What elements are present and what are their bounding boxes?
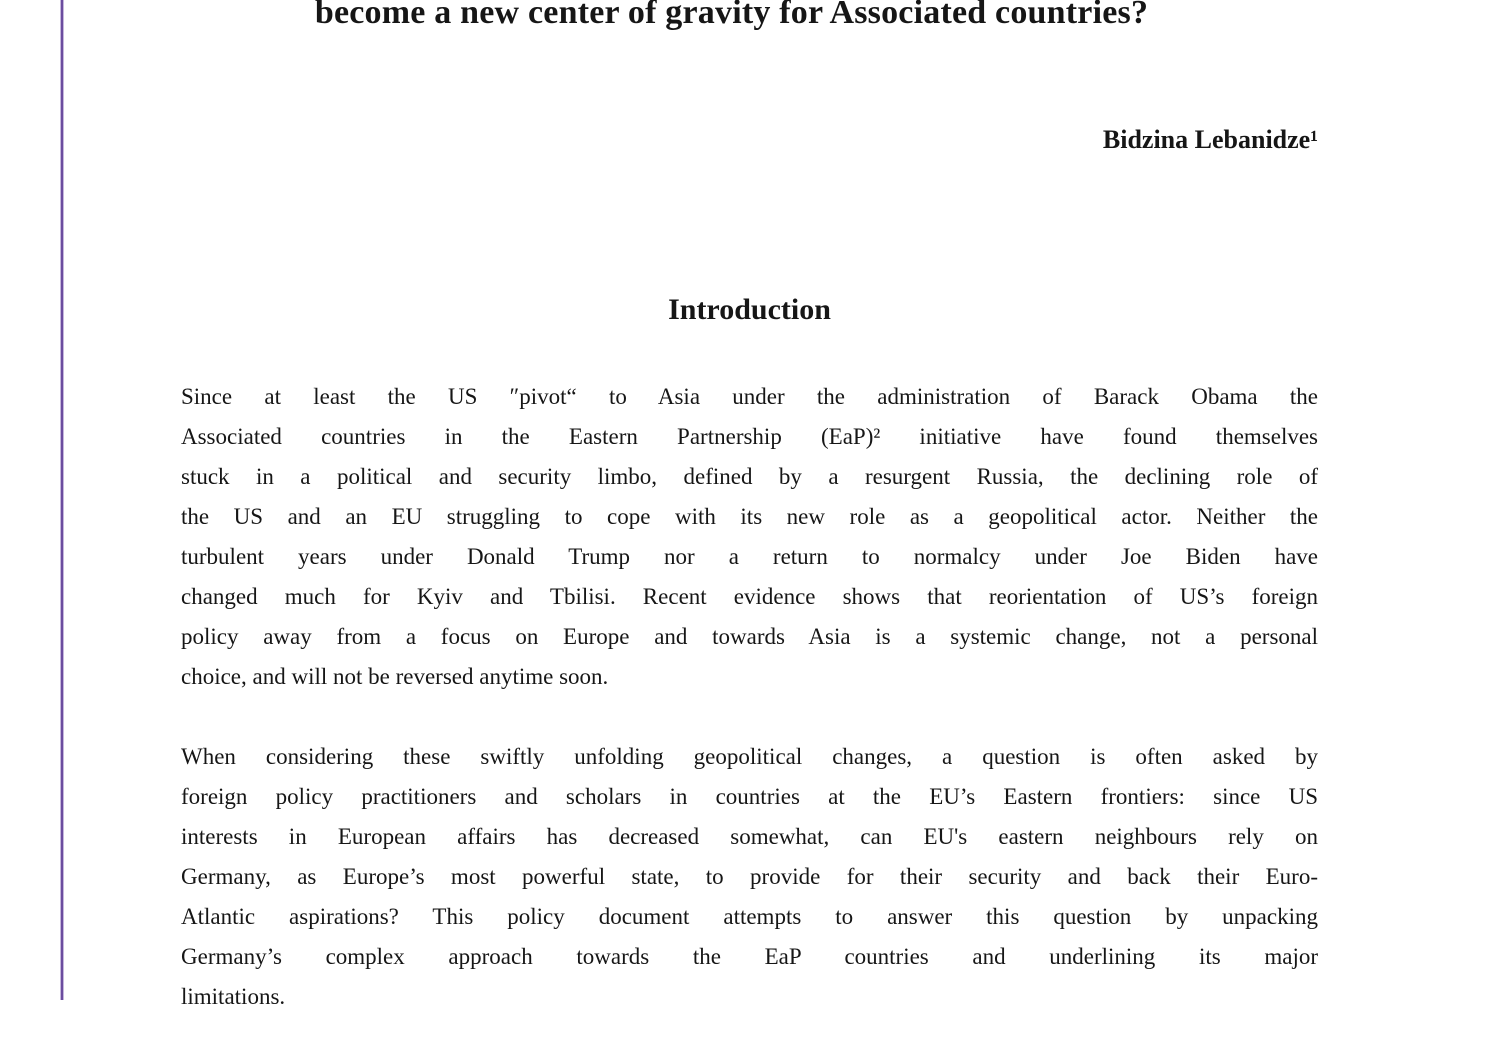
document-content xyxy=(181,0,1318,1009)
author-byline: Bidzina Lebanidze¹ xyxy=(1102,125,1318,154)
paragraph xyxy=(181,377,1318,697)
text-line: choice, and will not be reversed anytime soon. xyxy=(181,664,609,689)
text-line: Since at least the US ″pivot“ to Asia under the administration of Barack Obama the xyxy=(181,384,1318,409)
text-line: Germany’s complex approach towards the EaP countries and underlining its major xyxy=(181,944,1318,969)
document-title: become a new center of gravity for Associated countries? xyxy=(314,0,1149,31)
text-line: When considering these swiftly unfolding geopolitical changes, a question is often asked by xyxy=(181,744,1318,769)
text-line: stuck in a political and security limbo, defined by a resurgent Russia, the declining role of xyxy=(181,464,1318,489)
text-line: interests in European affairs has decreased somewhat, can EU's eastern neighbours rely on xyxy=(181,824,1318,849)
text-line: Atlantic aspirations? This policy document attempts to answer this question by unpacking xyxy=(181,904,1318,929)
paragraphs xyxy=(181,377,1318,1057)
text-line: foreign policy practitioners and scholars in countries at the EU’s Eastern frontiers: since US xyxy=(181,784,1318,809)
text-line: limitations. xyxy=(181,984,286,1009)
text-line: turbulent years under Donald Trump nor a return to normalcy under Joe Biden have xyxy=(181,544,1318,569)
page-accent-line xyxy=(60,0,64,1000)
text-line: policy away from a focus on Europe and towards Asia is a systemic change, not a personal xyxy=(181,624,1318,649)
text-line: Germany, as Europe’s most powerful state, to provide for their security and back their Euro- xyxy=(181,864,1318,889)
text-line: changed much for Kyiv and Tbilisi. Recent evidence shows that reorientation of US’s foreign xyxy=(181,584,1318,609)
section-heading-introduction: Introduction xyxy=(668,293,831,326)
text-line: the US and an EU struggling to cope with its new role as a geopolitical actor. Neither the xyxy=(181,504,1318,529)
paragraph xyxy=(181,737,1318,1017)
text-line: Associated countries in the Eastern Partnership (EaP)² initiative have found themselves xyxy=(181,424,1318,449)
